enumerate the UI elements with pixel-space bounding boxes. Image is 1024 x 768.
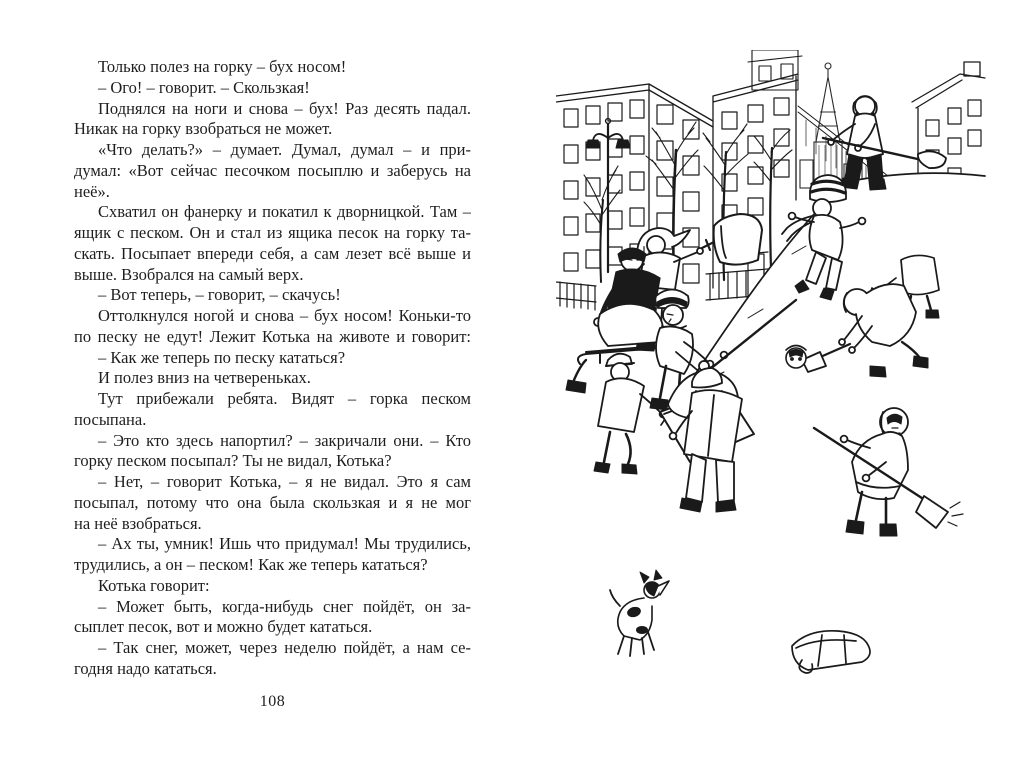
page-right bbox=[556, 50, 986, 692]
text-line: по песку не едут! Лежит Котька на животе и говорит: bbox=[74, 326, 471, 346]
text-line: Только полез на горку – бух носом! bbox=[98, 57, 347, 76]
text-line: – Ах ты, умник! Ишь что придумал! Мы трудились, bbox=[98, 534, 471, 554]
text-line: на неё взобраться. bbox=[74, 513, 202, 533]
text-line: Схватил он фанерку и покатил к дворницкой. Там – bbox=[98, 202, 471, 222]
text-line: Поднялся на ноги и снова – бух! Раз десять падал. bbox=[98, 98, 471, 118]
picket-fence-left bbox=[556, 282, 596, 310]
scoop-shovel bbox=[702, 240, 714, 250]
text-line: – Как же теперь по песку кататься? bbox=[98, 347, 346, 367]
text-line: посыпал, потому что она была скользкая и я не мог bbox=[74, 492, 471, 512]
building-center-tall bbox=[748, 50, 802, 90]
text-line: ящик с песком. Он и стал из ящика песок на горку та- bbox=[74, 223, 471, 242]
text-line: – Это кто здесь напортил? – закричали они. – Кто bbox=[98, 430, 471, 450]
text-line: Никак на горку взобраться не может. bbox=[74, 119, 333, 139]
bare-trees bbox=[584, 122, 792, 282]
text-line: Тут прибежали ребята. Видят – горка песком bbox=[98, 389, 471, 408]
text-line: И полез вниз на четвереньках. bbox=[98, 368, 311, 388]
text-line: скать. Посыпает впереди себя, а сам лезет всё выше и bbox=[74, 243, 471, 263]
left-carrier bbox=[594, 354, 666, 474]
text-line: – Так снег, может, через неделю пойдёт, а нам се- bbox=[98, 638, 471, 657]
text-line: «Что делать?» – думает. Думал, думал – и при- bbox=[98, 140, 471, 159]
text-line: трудились, а он – песком! Как же теперь кататься? bbox=[74, 555, 428, 574]
text-line: – Ого! – говорит. – Скользкая! bbox=[98, 77, 310, 97]
snow-lump-on-sled bbox=[598, 304, 663, 346]
text-line: – Вот теперь, – говорит, – скачусь! bbox=[98, 285, 341, 305]
text-line: думал: «Вот сейчас песочком посыплю и заберусь на bbox=[74, 160, 471, 180]
text-line: годня надо кататься. bbox=[74, 658, 217, 678]
text-line: посыпана. bbox=[74, 409, 147, 429]
text-line: Котька говорит: bbox=[98, 575, 210, 595]
text-line: – Может быть, когда-нибудь снег пойдёт, он за- bbox=[98, 596, 471, 616]
dog bbox=[610, 570, 669, 656]
story-text bbox=[74, 57, 471, 680]
scoop-shovel bbox=[714, 214, 762, 265]
illustration bbox=[556, 50, 986, 692]
text-line: сыплет песок, вот и можно будет кататься. bbox=[74, 617, 373, 637]
text-line: неё». bbox=[74, 181, 110, 201]
text-line: – Нет, – говорит Котька, – я не видал. Это я сам bbox=[98, 472, 471, 491]
street-lamp bbox=[586, 119, 630, 272]
text-line: выше. Взобрался на самый верх. bbox=[74, 264, 304, 284]
page-number: 108 bbox=[259, 693, 286, 710]
text-line: Оттолкнулся ногой и снова – бух носом! Коньки-то bbox=[98, 306, 471, 325]
text-line: горку песком посыпал? Ты не видал, Котька? bbox=[74, 451, 392, 471]
